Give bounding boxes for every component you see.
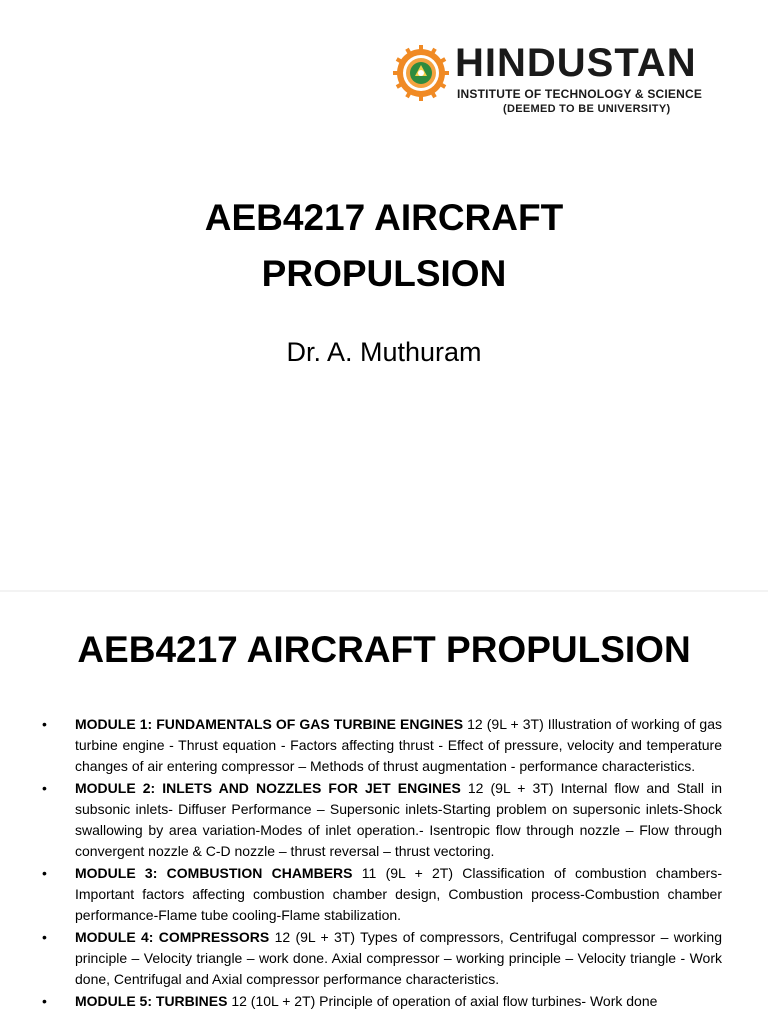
module-list <box>40 714 722 1013</box>
logo-deemed-note: (DEEMED TO BE UNIVERSITY) <box>503 103 671 115</box>
module-body: 12 (9L + 3T) Illustration of working of gas turbine engine - Thrust equation - Factors affecting thrust - Effect of pressure, velocity and temperature changes of air entering compressor – Methods of thrust augmentation - performance characteristics. <box>75 716 723 774</box>
module-heading: MODULE 2: INLETS AND NOZZLES FOR JET ENGINES <box>75 780 461 796</box>
syllabus-slide <box>0 592 768 1024</box>
bullet-icon: • <box>42 716 47 732</box>
module-body: 11 (9L + 2T) Classification of combustion chambers- Important factors affecting combustion chamber design, Combustion process-Combustion chamber performance-Flame tube cooling-Flame stabilization. <box>75 865 722 923</box>
module-item-2 <box>40 778 722 862</box>
module-body: 12 (9L + 3T) Types of compressors, Centrifugal compressor – working principle – Velocity triangle – work done. Axial compressor – working principle – Velocity triangle - Work done, Centrifugal and Axial compressor performance characteristics. <box>75 929 722 987</box>
author-name: Dr. A. Muthuram <box>286 337 482 367</box>
module-heading: MODULE 4: COMPRESSORS <box>75 929 270 945</box>
bullet-icon: • <box>42 993 47 1009</box>
module-heading: MODULE 5: TURBINES <box>75 993 228 1009</box>
module-body: 12 (9L + 3T) Internal flow and Stall in subsonic inlets- Diffuser Performance – Supersonic inlets-Starting problem on supersonic inlets-Shock swallowing by area variation-Modes of inlet operation.- Isentropic flow through nozzle – Flow through convergent nozzle & C-D nozzle – thrust reversal – thrust vectoring. <box>75 780 722 859</box>
slide-title-line-1: AEB4217 AIRCRAFT <box>204 197 564 238</box>
slide-title-line-2: PROPULSION <box>261 253 507 294</box>
module-body: 12 (10L + 2T) Principle of operation of axial flow turbines- Work done <box>227 993 658 1009</box>
bullet-icon: • <box>42 865 47 881</box>
bullet-icon: • <box>42 929 47 945</box>
university-logo <box>393 42 743 122</box>
module-heading: MODULE 3: COMBUSTION CHAMBERS <box>75 865 353 881</box>
logo-subtitle: INSTITUTE OF TECHNOLOGY & SCIENCE <box>457 87 703 101</box>
logo-name: HINDUSTAN <box>455 41 697 85</box>
syllabus-title: AEB4217 AIRCRAFT PROPULSION <box>77 629 691 670</box>
module-item-5 <box>40 991 722 1012</box>
module-item-4 <box>40 927 722 990</box>
module-heading: MODULE 1: FUNDAMENTALS OF GAS TURBINE ENGINES <box>75 716 464 732</box>
slide-title <box>84 190 684 302</box>
module-item-1 <box>40 714 722 777</box>
university-seal-icon <box>393 45 449 101</box>
module-item-3 <box>40 863 722 926</box>
bullet-icon: • <box>42 780 47 796</box>
